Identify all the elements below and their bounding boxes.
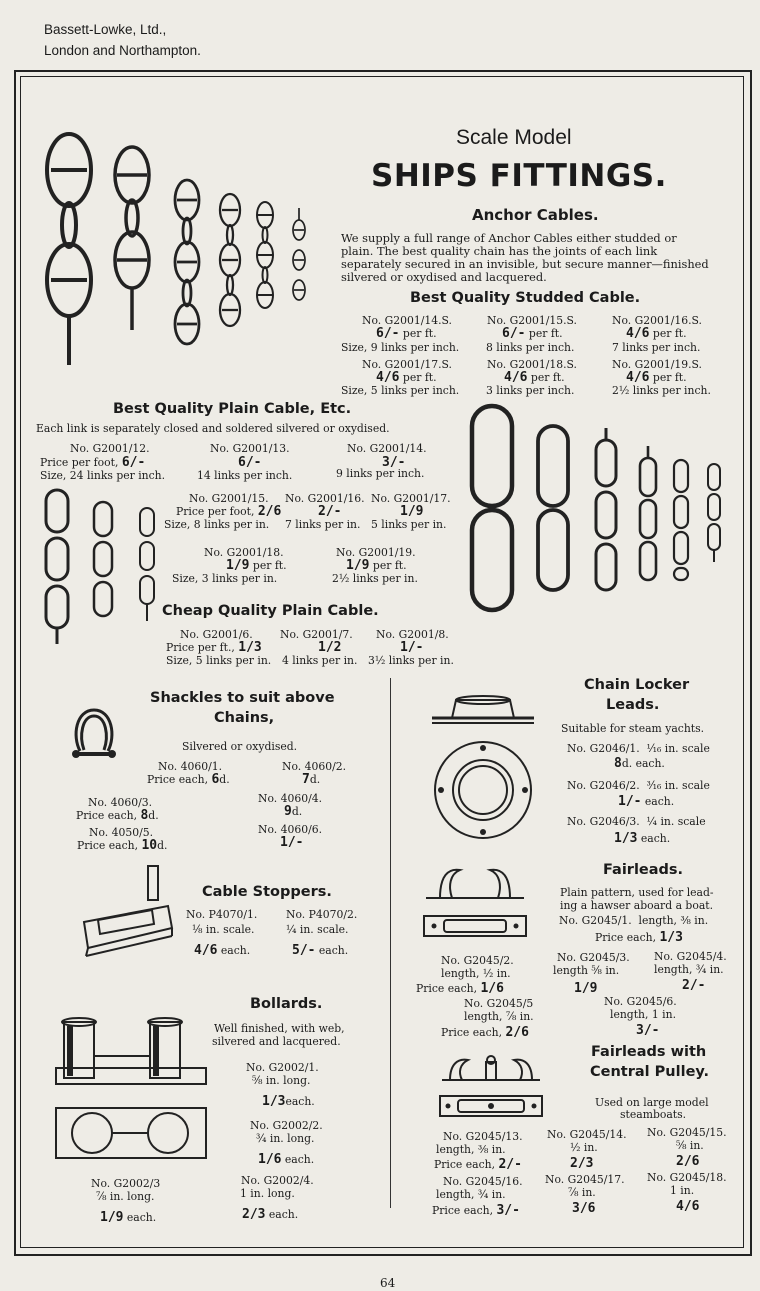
locker-each: each. xyxy=(644,795,675,808)
fairlead-price-label: Price each, xyxy=(595,931,657,944)
plain-price: 6/- xyxy=(238,455,262,470)
locker-scale: ¼ in. scale xyxy=(646,815,706,828)
plain-size: Size, 8 links per in. xyxy=(164,518,270,531)
plain-price-label: Price per foot, xyxy=(40,456,119,469)
shackle-price-label: Price each, xyxy=(77,839,139,852)
studded-unit: per ft. xyxy=(652,327,687,340)
stopper-scale: ⅛ in. scale. xyxy=(192,923,255,936)
bollard-length: 1 in. long. xyxy=(240,1187,295,1200)
cheap-size: 3½ links per in. xyxy=(368,654,454,667)
anchor-desc-1: We supply a full range of Anchor Cables either studded or xyxy=(341,231,677,245)
fairlead-price: 2/6 xyxy=(505,1025,529,1040)
bollard-price: 2/3 xyxy=(242,1207,266,1222)
bollard-item-no: No. G2002/2. xyxy=(250,1119,323,1132)
shackle-item-no: No. 4060/6. xyxy=(258,823,323,836)
pulley-price-label: Price each, xyxy=(434,1158,496,1171)
cheap-cable-heading: Cheap Quality Plain Cable. xyxy=(162,603,379,619)
plain-size: 5 links per in. xyxy=(371,518,447,531)
pulley-price: 3/6 xyxy=(572,1201,596,1216)
studded-unit: per ft. xyxy=(402,327,437,340)
cable-stoppers-heading: Cable Stoppers. xyxy=(202,884,332,900)
fairleads-desc-2: ing a hawser aboard a boat. xyxy=(560,899,714,912)
cheap-size: 4 links per in. xyxy=(282,654,358,667)
stopper-each: each. xyxy=(318,944,349,957)
locker-each: each. xyxy=(640,832,671,845)
fairlead-illustration xyxy=(420,862,530,942)
shackle-illustration xyxy=(70,706,120,776)
plain-size: 14 links per inch. xyxy=(197,469,293,482)
stopper-scale: ¼ in. scale. xyxy=(286,923,349,936)
studded-price: 4/6 xyxy=(626,370,650,385)
studded-unit: per ft. xyxy=(652,371,687,384)
plain-item-no: No. G2001/16. xyxy=(285,492,365,505)
shackles-heading-2: Chains, xyxy=(214,710,275,726)
pulley-desc-1: Used on large model xyxy=(595,1096,709,1109)
pulley-fairleads-heading: Fairleads with xyxy=(591,1044,707,1060)
bollard-item-no: No. G2002/3 xyxy=(91,1177,161,1190)
pulley-length: 1 in. xyxy=(670,1184,695,1197)
plain-item-no: No. G2001/13. xyxy=(210,442,290,455)
fairlead-length: length, ½ in. xyxy=(441,967,511,980)
fairlead-item-no: No. G2045/2. xyxy=(441,954,514,967)
studded-price: 4/6 xyxy=(504,370,528,385)
bollard-length: ⅞ in. long. xyxy=(96,1190,155,1203)
fairlead-length: length, ⅞ in. xyxy=(464,1010,534,1023)
shackle-price-unit: d. xyxy=(148,809,159,822)
studded-item-no: No. G2001/16.S. xyxy=(612,314,702,327)
plain-cable-heading: Best Quality Plain Cable, Etc. xyxy=(113,401,352,417)
cable-stopper-illustration xyxy=(78,862,178,962)
locker-item-no: No. G2046/3. xyxy=(567,815,640,828)
pulley-item-no: No. G2045/14. xyxy=(547,1128,627,1141)
bollard-price: 1/9 xyxy=(100,1210,124,1225)
pulley-length: length, ¾ in. xyxy=(436,1188,506,1201)
plain-size: 9 links per inch. xyxy=(336,467,425,480)
studded-chain-illustration xyxy=(35,130,355,370)
fairlead-item-no: No. G2045/4. xyxy=(654,950,727,963)
studded-size: 2½ links per inch. xyxy=(612,384,711,397)
plain-unit: per ft. xyxy=(252,559,287,572)
plain-item-no: No. G2001/14. xyxy=(347,442,427,455)
fairlead-price: 3/- xyxy=(636,1023,660,1038)
bollard-item-no: No. G2002/4. xyxy=(241,1174,314,1187)
locker-price: 1/3 xyxy=(614,831,638,846)
fairlead-item-no: No. G2045/3. xyxy=(557,951,630,964)
locker-scale: ³⁄₁₆ in. scale xyxy=(646,779,710,792)
pulley-length: ⅝ in. xyxy=(676,1139,704,1152)
pulley-length: ½ in. xyxy=(570,1141,598,1154)
pulley-length: ⅞ in. xyxy=(568,1186,596,1199)
anchor-desc-4: silvered or oxydised and lacquered. xyxy=(341,270,547,284)
studded-item-no: No. G2001/19.S. xyxy=(612,358,702,371)
shackle-price-unit: d. xyxy=(157,839,168,852)
plain-item-no: No. G2001/12. xyxy=(70,442,150,455)
stopper-item-no: No. P4070/2. xyxy=(286,908,358,921)
pulley-item-no: No. G2045/13. xyxy=(443,1130,523,1143)
fairlead-price: 1/6 xyxy=(480,981,504,996)
cheap-price: 1/- xyxy=(400,640,424,655)
shackle-item-no: No. 4060/4. xyxy=(258,792,323,805)
shackle-price: 7 xyxy=(302,772,310,787)
plain-price: 2/6 xyxy=(257,504,282,519)
plain-cable-desc: Each link is separately closed and soldered silvered or oxydised. xyxy=(36,422,390,435)
plain-size: Size, 24 links per inch. xyxy=(40,469,166,482)
cheap-size: Size, 5 links per in. xyxy=(166,654,272,667)
studded-price: 6/- xyxy=(502,326,526,341)
shackle-price-unit: d. xyxy=(309,773,321,786)
plain-item-no: No. G2001/17. xyxy=(371,492,451,505)
bollard-each: each. xyxy=(284,1153,315,1166)
bollard-each: each. xyxy=(268,1208,299,1221)
locker-item-no: No. G2046/2. xyxy=(567,779,640,792)
page-number: 64 xyxy=(380,1276,396,1290)
plain-size: 7 links per in. xyxy=(285,518,361,531)
studded-size: 3 links per inch. xyxy=(486,384,575,397)
shackle-price: 8 xyxy=(140,808,149,823)
fairlead-length: length, ⅜ in. xyxy=(638,914,709,927)
plain-chain-small-illustration xyxy=(36,486,166,646)
locker-price: 8 xyxy=(614,756,622,771)
bollard-price: 1/6 xyxy=(258,1152,282,1167)
shackle-item-no: No. 4060/2. xyxy=(282,760,347,773)
bollard-item-no: No. G2002/1. xyxy=(246,1061,319,1074)
bollards-desc-2: silvered and lacquered. xyxy=(212,1035,341,1048)
fairlead-price: 2/- xyxy=(682,978,706,993)
chain-locker-desc: Suitable for steam yachts. xyxy=(561,722,705,735)
plain-unit: per ft. xyxy=(372,559,407,572)
shackle-price-label: Price each, xyxy=(147,773,209,786)
studded-item-no: No. G2001/18.S. xyxy=(487,358,577,371)
shackle-item-no: No. 4060/3. xyxy=(88,796,153,809)
pulley-price: 3/- xyxy=(496,1203,520,1218)
studded-price: 4/6 xyxy=(376,370,400,385)
fairlead-length: length, 1 in. xyxy=(610,1008,677,1021)
studded-size: Size, 9 links per inch. xyxy=(341,341,460,354)
chain-locker-heading: Chain Locker xyxy=(584,677,690,693)
plain-price: 1/9 xyxy=(400,504,424,519)
plain-price: 1/9 xyxy=(226,558,250,573)
shackles-desc: Silvered or oxydised. xyxy=(182,740,298,753)
fairlead-item-no: No. G2045/1. xyxy=(559,914,632,927)
chain-locker-lead-illustration xyxy=(428,690,538,850)
pulley-price: 2/- xyxy=(498,1157,522,1172)
shackle-price-unit: d. xyxy=(291,805,303,818)
column-divider xyxy=(390,678,391,1208)
locker-scale: ¹⁄₁₆ in. scale xyxy=(646,742,710,755)
studded-cable-heading: Best Quality Studded Cable. xyxy=(410,290,641,306)
plain-item-no: No. G2001/18. xyxy=(204,546,284,559)
pulley-item-no: No. G2045/15. xyxy=(647,1126,727,1139)
cheap-item-no: No. G2001/6. xyxy=(180,628,253,641)
plain-price-label: Price per foot, xyxy=(176,505,255,518)
plain-price: 2/- xyxy=(318,504,342,519)
shackle-price: 1/- xyxy=(280,835,304,850)
stopper-price: 4/6 xyxy=(194,943,218,958)
bollards-desc-1: Well finished, with web, xyxy=(214,1022,345,1035)
pulley-item-no: No. G2045/17. xyxy=(545,1173,625,1186)
pulley-desc-2: steamboats. xyxy=(620,1108,687,1121)
plain-item-no: No. G2001/19. xyxy=(336,546,416,559)
studded-size: Size, 5 links per inch. xyxy=(341,384,460,397)
pulley-price: 2/3 xyxy=(570,1156,594,1171)
bollard-length: ⅝ in. long. xyxy=(252,1074,311,1087)
page-subtitle: Scale Model xyxy=(456,126,572,149)
locker-price-unit: d. each. xyxy=(621,757,665,770)
studded-size: 7 links per inch. xyxy=(612,341,701,354)
page-title: SHIPS FITTINGS. xyxy=(371,158,667,194)
pulley-item-no: No. G2045/16. xyxy=(443,1175,523,1188)
fairlead-price-label: Price each, xyxy=(416,982,478,995)
shackle-price-unit: d. xyxy=(219,773,230,786)
shackle-price-label: Price each, xyxy=(76,809,138,822)
fairlead-price: 1/9 xyxy=(574,981,598,996)
studded-size: 8 links per inch. xyxy=(486,341,575,354)
studded-unit: per ft. xyxy=(530,371,565,384)
anchor-desc-2: plain. The best quality chain has the joints of each link xyxy=(341,244,658,258)
cheap-price: 1/2 xyxy=(318,640,342,655)
anchor-desc-3: separately secured in an invisible, but secure manner—finished xyxy=(341,257,709,271)
bollard-length: ¾ in. long. xyxy=(256,1132,315,1145)
plain-chain-large-illustration xyxy=(462,402,732,622)
fairlead-length: length ⅝ in. xyxy=(553,964,620,977)
plain-size: 2½ links per in. xyxy=(332,572,418,585)
shackles-heading: Shackles to suit above xyxy=(150,690,335,706)
cheap-item-no: No. G2001/7. xyxy=(280,628,353,641)
fairlead-price-label: Price each, xyxy=(441,1026,503,1039)
studded-item-no: No. G2001/14.S. xyxy=(362,314,452,327)
publisher-name: Bassett-Lowke, Ltd., xyxy=(44,22,167,37)
fairlead-price: 1/3 xyxy=(659,930,683,945)
stopper-each: each. xyxy=(220,944,251,957)
studded-item-no: No. G2001/15.S. xyxy=(487,314,577,327)
plain-price: 6/- xyxy=(121,455,146,470)
fairlead-item-no: No. G2045/5 xyxy=(464,997,534,1010)
locker-price: 1/- xyxy=(618,794,642,809)
pulley-item-no: No. G2045/18. xyxy=(647,1171,727,1184)
shackle-item-no: No. 4060/1. xyxy=(158,760,223,773)
pulley-price: 2/6 xyxy=(676,1154,700,1169)
shackle-price: 6 xyxy=(211,772,220,787)
stopper-item-no: No. P4070/1. xyxy=(186,908,258,921)
cheap-price: 1/3 xyxy=(238,640,262,655)
studded-price: 6/- xyxy=(376,326,400,341)
pulley-price: 4/6 xyxy=(676,1199,700,1214)
plain-item-no: No. G2001/15. xyxy=(189,492,269,505)
publisher-location: London and Northampton. xyxy=(44,43,201,58)
bollard-illustration xyxy=(52,1016,212,1166)
bollards-heading: Bollards. xyxy=(250,996,323,1012)
bollard-each: each. xyxy=(126,1211,157,1224)
plain-price: 1/9 xyxy=(346,558,370,573)
plain-size: Size, 3 links per in. xyxy=(172,572,278,585)
studded-price: 4/6 xyxy=(626,326,650,341)
bollard-each: each. xyxy=(285,1095,315,1108)
pulley-fairlead-illustration xyxy=(436,1052,546,1122)
pulley-price-label: Price each, xyxy=(432,1204,494,1217)
plain-price: 3/- xyxy=(382,455,406,470)
fairleads-heading: Fairleads. xyxy=(603,862,684,878)
studded-unit: per ft. xyxy=(528,327,563,340)
fairlead-item-no: No. G2045/6. xyxy=(604,995,677,1008)
studded-unit: per ft. xyxy=(402,371,437,384)
cheap-item-no: No. G2001/8. xyxy=(376,628,449,641)
studded-item-no: No. G2001/17.S. xyxy=(362,358,452,371)
cheap-price-label: Price per ft., xyxy=(166,641,235,654)
shackle-item-no: No. 4050/5. xyxy=(89,826,154,839)
pulley-length: length, ⅜ in. xyxy=(436,1143,506,1156)
pulley-fairleads-heading-2: Central Pulley. xyxy=(590,1064,710,1080)
chain-locker-heading-2: Leads. xyxy=(606,697,660,713)
anchor-cables-heading: Anchor Cables. xyxy=(472,206,599,224)
shackle-price: 10 xyxy=(141,838,158,853)
fairleads-desc-1: Plain pattern, used for lead- xyxy=(560,886,714,899)
fairlead-length: length, ¾ in. xyxy=(654,963,724,976)
shackle-price: 9 xyxy=(284,804,292,819)
bollard-price: 1/3 xyxy=(262,1094,286,1109)
locker-item-no: No. G2046/1. xyxy=(567,742,640,755)
stopper-price: 5/- xyxy=(292,943,316,958)
